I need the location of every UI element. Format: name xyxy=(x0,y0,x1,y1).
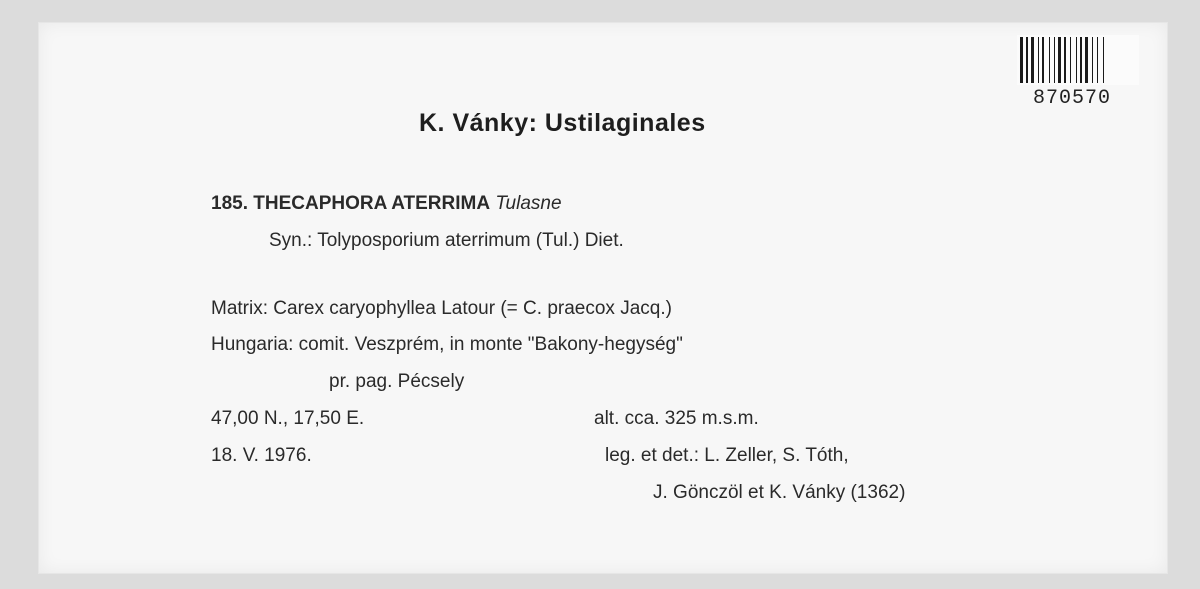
label-title: K. Vánky: Ustilaginales xyxy=(419,109,706,137)
barcode-bar xyxy=(1038,37,1039,83)
synonym-line: Syn.: Tolyposporium aterrimum (Tul.) Diet. xyxy=(269,230,624,251)
barcode-bar xyxy=(1080,37,1082,83)
barcode-graphic xyxy=(1017,35,1139,85)
barcode-bar xyxy=(1054,37,1055,83)
barcode-bar xyxy=(1085,37,1088,83)
matrix-line: Matrix: Carex caryophyllea Latour (= C. praecox Jacq.) xyxy=(211,298,672,319)
coordinates: 47,00 N., 17,50 E. xyxy=(211,408,365,429)
barcode-bar xyxy=(1058,37,1061,83)
altitude: alt. cca. 325 m.s.m. xyxy=(594,408,759,429)
collectors-line-1: leg. et det.: L. Zeller, S. Tóth, xyxy=(605,445,849,466)
herbarium-label xyxy=(38,22,1168,574)
barcode-bar xyxy=(1097,37,1098,83)
locality-line-2: pr. pag. Pécsely xyxy=(329,371,465,392)
barcode-bar xyxy=(1076,37,1077,83)
collectors-line-2: J. Gönczöl et K. Vánky (1362) xyxy=(653,482,906,503)
barcode-bar xyxy=(1031,37,1034,83)
specimen-line xyxy=(211,193,562,215)
barcode-bar xyxy=(1064,37,1066,83)
specimen-author: Tulasne xyxy=(495,193,562,214)
barcode-number: 870570 xyxy=(1033,87,1112,110)
barcode-bar xyxy=(1070,37,1071,83)
specimen-number: 185. xyxy=(211,193,248,214)
barcode-bar xyxy=(1020,37,1023,83)
barcode-bar xyxy=(1103,37,1104,83)
barcode-bar xyxy=(1092,37,1093,83)
barcode-bars xyxy=(1017,35,1139,85)
locality-line-1: Hungaria: comit. Veszprém, in monte "Bakony-hegység" xyxy=(211,334,683,355)
specimen-name: THECAPHORA ATERRIMA xyxy=(253,193,491,214)
barcode-bar xyxy=(1026,37,1028,83)
collection-date: 18. V. 1976. xyxy=(211,445,312,466)
barcode-bar xyxy=(1042,37,1044,83)
barcode-bar xyxy=(1049,37,1050,83)
